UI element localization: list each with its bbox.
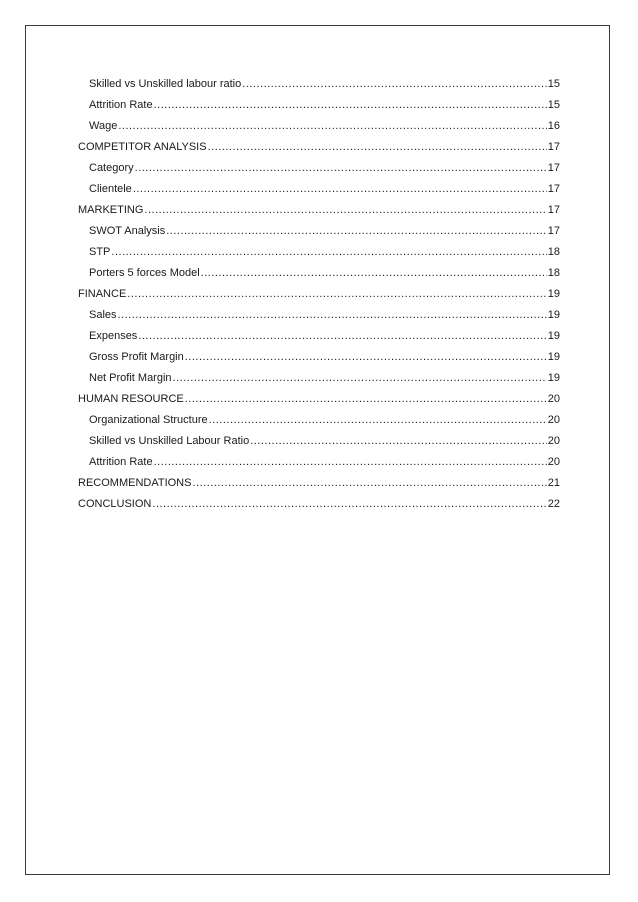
toc-entry-title: Attrition Rate: [89, 456, 153, 468]
toc-entry-title: Sales: [89, 309, 117, 321]
toc-page-number: 22: [547, 498, 560, 510]
toc-entry-title: CONCLUSION: [78, 498, 152, 510]
toc-subsection-entry[interactable]: [78, 221, 560, 242]
toc-page-number: 17: [547, 204, 560, 216]
toc-subsection-entry[interactable]: [78, 368, 560, 389]
toc-page-number: 20: [547, 456, 560, 468]
toc-entry-title: Porters 5 forces Model: [89, 267, 200, 279]
toc-subsection-entry[interactable]: [78, 74, 560, 95]
toc-entry-title: Net Profit Margin: [89, 372, 172, 384]
toc-page-number: 19: [547, 351, 560, 363]
toc-page-number: 20: [547, 435, 560, 447]
toc-subsection-entry[interactable]: [78, 242, 560, 263]
toc-section-entry[interactable]: [78, 494, 560, 515]
toc-entry-title: Skilled vs Unskilled labour ratio: [89, 78, 242, 90]
toc-entry-title: MARKETING: [78, 204, 144, 216]
toc-entry-title: Expenses: [89, 330, 138, 342]
toc-page-number: 17: [547, 183, 560, 195]
toc-entry-title: FINANCE: [78, 288, 127, 300]
toc-dot-leader: [201, 263, 547, 284]
toc-dot-leader: [185, 347, 547, 368]
toc-page-number: 19: [547, 309, 560, 321]
toc-subsection-entry[interactable]: [78, 326, 560, 347]
toc-section-entry[interactable]: [78, 137, 560, 158]
toc-entry-title: Organizational Structure: [89, 414, 208, 426]
toc-entry-title: Skilled vs Unskilled Labour Ratio: [89, 435, 250, 447]
toc-dot-leader: [138, 326, 546, 347]
toc-entry-title: COMPETITOR ANALYSIS: [78, 141, 207, 153]
toc-dot-leader: [242, 74, 547, 95]
toc-page-number: 17: [547, 225, 560, 237]
toc-dot-leader: [111, 242, 546, 263]
toc-page-number: 20: [547, 393, 560, 405]
toc-section-entry[interactable]: [78, 473, 560, 494]
toc-dot-leader: [192, 473, 546, 494]
toc-page-number: 17: [547, 162, 560, 174]
toc-dot-leader: [173, 368, 547, 389]
toc-entry-title: RECOMMENDATIONS: [78, 477, 192, 489]
toc-dot-leader: [154, 452, 547, 473]
toc-page-number: 21: [547, 477, 560, 489]
toc-dot-leader: [133, 179, 547, 200]
toc-section-entry[interactable]: [78, 389, 560, 410]
toc-subsection-entry[interactable]: [78, 179, 560, 200]
toc-entry-title: Category: [89, 162, 134, 174]
toc-page-number: 19: [547, 330, 560, 342]
toc-dot-leader: [118, 305, 547, 326]
toc-dot-leader: [118, 116, 546, 137]
toc-subsection-entry[interactable]: [78, 95, 560, 116]
toc-section-entry[interactable]: [78, 200, 560, 221]
toc-subsection-entry[interactable]: [78, 305, 560, 326]
toc-subsection-entry[interactable]: [78, 452, 560, 473]
toc-dot-leader: [144, 200, 546, 221]
toc-entry-title: Attrition Rate: [89, 99, 153, 111]
toc-entry-title: HUMAN RESOURCE: [78, 393, 184, 405]
toc-dot-leader: [154, 95, 547, 116]
toc-subsection-entry[interactable]: [78, 410, 560, 431]
toc-subsection-entry[interactable]: [78, 431, 560, 452]
table-of-contents: [78, 74, 560, 515]
toc-page-number: 16: [547, 120, 560, 132]
toc-entry-title: Gross Profit Margin: [89, 351, 184, 363]
toc-dot-leader: [166, 221, 547, 242]
toc-page-number: 19: [547, 288, 560, 300]
toc-entry-title: STP: [89, 246, 111, 258]
toc-subsection-entry[interactable]: [78, 158, 560, 179]
toc-page-number: 19: [547, 372, 560, 384]
toc-dot-leader: [127, 284, 546, 305]
toc-section-entry[interactable]: [78, 284, 560, 305]
toc-entry-title: Clientele: [89, 183, 132, 195]
toc-subsection-entry[interactable]: [78, 347, 560, 368]
toc-entry-title: Wage: [89, 120, 118, 132]
toc-page-number: 15: [547, 99, 560, 111]
toc-subsection-entry[interactable]: [78, 116, 560, 137]
toc-dot-leader: [135, 158, 547, 179]
toc-subsection-entry[interactable]: [78, 263, 560, 284]
toc-dot-leader: [185, 389, 547, 410]
toc-dot-leader: [250, 431, 547, 452]
toc-page-number: 18: [547, 267, 560, 279]
toc-dot-leader: [209, 410, 547, 431]
toc-page-number: 20: [547, 414, 560, 426]
toc-page-number: 18: [547, 246, 560, 258]
toc-entry-title: SWOT Analysis: [89, 225, 166, 237]
toc-page-number: 15: [547, 78, 560, 90]
toc-dot-leader: [152, 494, 546, 515]
toc-page-number: 17: [547, 141, 560, 153]
toc-dot-leader: [208, 137, 547, 158]
